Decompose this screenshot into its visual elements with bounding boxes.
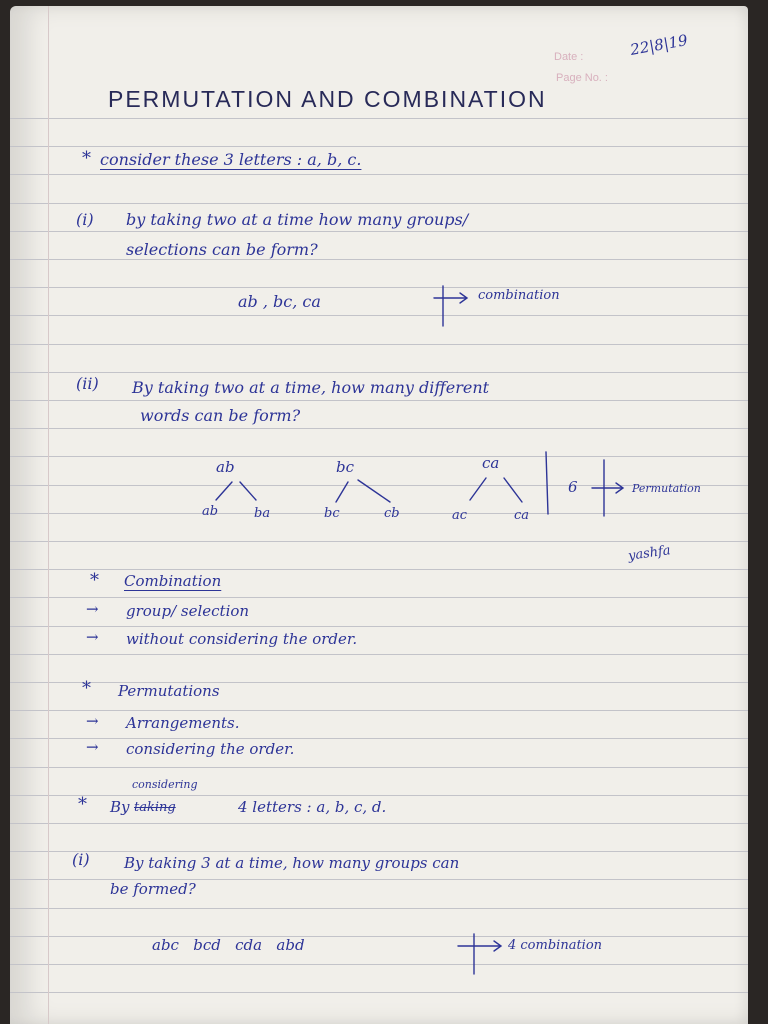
intro-star: * [82,148,91,169]
permutation-heading: Permutations [118,682,220,700]
permutation-arrow-2: → [86,738,99,756]
pen-strokes [10,6,748,1024]
date-value: 22|8|19 [628,31,689,59]
q2-line2: words can be form? [140,406,301,425]
q1-line1: by taking two at a time how many groups/ [126,210,469,229]
permutation-item-2: considering the order. [126,740,295,758]
signature: yashfa [627,543,672,564]
section2-star: * [78,794,87,815]
page-title: PERMUTATION AND COMBINATION [108,86,547,112]
combination-arrow-2: → [86,628,99,646]
tree1-root: ab [216,458,235,476]
q2-result: Permutation [632,482,701,495]
tree2-branch-right [358,480,390,502]
section2-struck-word: taking [134,800,176,815]
tree3-branch-right [504,478,522,502]
q2-line1: By taking two at a time, how many different [132,378,490,397]
intro-text: consider these 3 letters : a, b, c. [100,150,362,169]
page-no-label: Page No. : [556,72,608,84]
notebook-page [10,6,748,1024]
q1-line2: selections can be form? [126,240,318,259]
q3-number: (i) [72,850,90,869]
tree2-right: cb [384,506,400,521]
section2-prefix: By [110,798,130,816]
tree2-left: bc [324,506,340,521]
combination-item-2: without considering the order. [126,630,358,648]
q1-answer: ab , bc, ca [238,292,321,311]
combination-item-1: group/ selection [126,602,250,620]
tree1-right: ba [254,506,271,521]
tree1-left: ab [202,504,219,519]
q1-number: (i) [76,210,94,229]
q2-count: 6 [568,478,578,496]
date-label: Date : [554,51,584,63]
q3-answer: abc bcd cda abd [152,936,305,954]
tree1-branch-left [216,482,232,500]
tree1-branch-right [240,482,256,500]
q1-result: combination [478,288,560,303]
q2-number: (ii) [76,374,99,393]
q3-line1: By taking 3 at a time, how many groups can [124,854,460,872]
permutation-arrow-1: → [86,712,99,730]
combination-arrow-1: → [86,600,99,618]
tree3-root: ca [482,454,500,472]
q3-result: 4 combination [508,938,603,953]
section2-text: 4 letters : a, b, c, d. [238,798,387,816]
section2-inserted-word: considering [132,778,198,791]
permutation-star: * [82,678,91,699]
tree2-root: bc [336,458,355,476]
combination-star: * [90,570,99,591]
tree3-branch-left [470,478,486,500]
tree3-right: ca [514,508,530,523]
tree3-left: ac [452,508,468,523]
q3-line2: be formed? [110,880,196,898]
permutation-item-1: Arrangements. [126,714,240,732]
combination-heading: Combination [124,572,222,590]
tree2-branch-left [336,482,348,502]
q2-divider-bar [546,452,548,514]
